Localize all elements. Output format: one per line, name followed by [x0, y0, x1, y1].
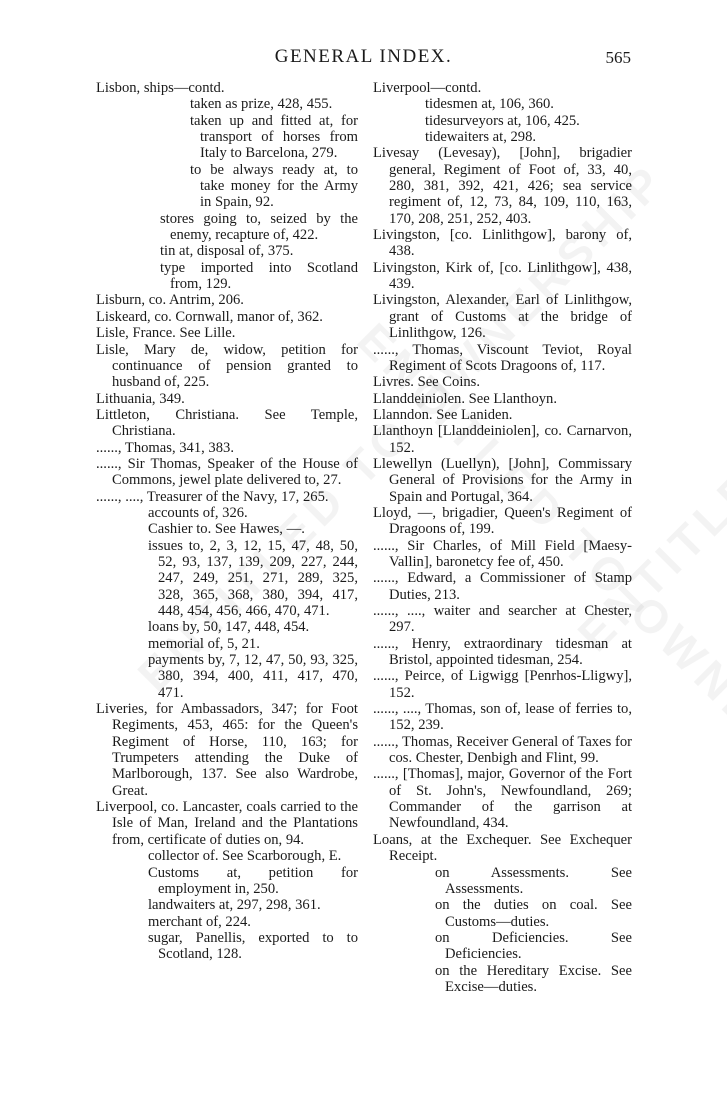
page-title: GENERAL INDEX. — [274, 46, 453, 67]
index-entry: ......, Peirce, of Ligwigg [Penrhos-Lligwy], 152. — [373, 668, 632, 701]
index-entry: loans by, 50, 147, 448, 454. — [148, 619, 310, 636]
index-entry: Customs at, petition for employment in, 250. — [148, 864, 358, 897]
index-entry: accounts of, 326. — [148, 504, 248, 521]
index-entry: Livesay (Levesay), [John], brigadier general, Regiment of Foot of, 33, 40, 280, 381, 392, 421, 426; sea service regiment of, 12, 73, 84, 109, 110, 163, 170, 208, 251, 252, 403. — [373, 145, 632, 227]
index-entry: ......, Edward, a Commissioner of Stamp Duties, 213. — [373, 570, 632, 603]
index-entry: payments by, 7, 12, 47, 50, 93, 325, 380, 394, 400, 411, 417, 470, 471. — [148, 652, 358, 701]
left-column — [96, 80, 358, 963]
index-entry: ......, [Thomas], major, Governor of the Fort of St. John's, Newfoundland, 269; Commander of the garrison at Newfoundland, 434. — [373, 766, 632, 832]
index-entry: Liverpool—contd. — [373, 80, 482, 96]
index-entry: Llewellyn (Luellyn), [John], Commissary General of Provisions for the Army in Spain and Portugal, 364. — [373, 455, 632, 505]
index-entry: issues to, 2, 3, 12, 15, 47, 48, 50, 52, 93, 137, 139, 209, 227, 244, 247, 249, 251, 271, 289, 325, 328, 365, 368, 380, 394, 417, 448, 454, 456, 466, 470, 471. — [148, 537, 358, 619]
index-entry: Lisburn, co. Antrim, 206. — [96, 292, 244, 309]
page-number: 565 — [605, 48, 631, 67]
index-entry: Littleton, Christiana. See Temple, Christiana. — [96, 406, 358, 440]
index-entry: on Deficiencies. See Deficiencies. — [435, 929, 632, 963]
index-entry: merchant of, 224. — [148, 913, 251, 930]
index-entry: memorial of, 5, 21. — [148, 635, 260, 652]
index-entry: ......, Sir Thomas, Speaker of the House of Commons, jewel plate delivered to, 27. — [96, 455, 358, 489]
index-entry: on Assessments. See Assessments. — [435, 864, 632, 897]
index-entry: tin at, disposal of, 375. — [160, 243, 294, 260]
index-entry: Lisle, Mary de, widow, petition for continuance of pension granted to husband of, 225. — [96, 341, 358, 391]
index-entry: Loans, at the Exchequer. See Exchequer Receipt. — [373, 831, 632, 865]
index-entry: Lithuania, 349. — [96, 390, 185, 407]
index-entry: ......, ...., Treasurer of the Navy, 17, 265. — [96, 488, 329, 505]
index-entry: ......, Henry, extraordinary tidesman at Bristol, appointed tidesman, 254. — [373, 635, 632, 669]
index-entry: Llanddeiniolen. See Llanthoyn. — [373, 390, 557, 407]
index-entry: tidesurveyors at, 106, 425. — [425, 112, 580, 129]
index-entry: Lloyd, —, brigadier, Queen's Regiment of Dragoons of, 199. — [373, 504, 632, 538]
index-entry: Livingston, Kirk of, [co. Linlithgow], 438, 439. — [373, 259, 632, 293]
index-entry: on the duties on coal. See Customs—duties. — [435, 897, 632, 930]
index-entry: Llanndon. See Laniden. — [373, 406, 513, 423]
index-entry: to be always ready at, to take money for the Army in Spain, 92. — [190, 161, 358, 211]
index-entry: Cashier to. See Hawes, —. — [148, 521, 305, 538]
index-entry: ......, Thomas, 341, 383. — [96, 439, 234, 456]
index-entry: ......, ...., waiter and searcher at Chester, 297. — [373, 603, 632, 636]
index-entry: sugar, Panellis, exported to to Scotland, 128. — [148, 929, 358, 963]
index-entry: Livres. See Coins. — [373, 374, 481, 391]
index-entry: Livingston, [co. Linlithgow], barony of, 438. — [373, 227, 632, 260]
right-column — [373, 80, 632, 995]
page-header — [0, 46, 727, 76]
index-entry: Livingston, Alexander, Earl of Linlithgow, grant of Customs at the bridge of Linlithgow, 126. — [373, 292, 632, 342]
index-entry: ......, ...., Thomas, son of, lease of ferries to, 152, 239. — [373, 701, 632, 734]
index-entry: Liveries, for Ambassadors, 347; for Foot Regiments, 453, 465: for the Queen's Regiment of Horse, 110, 163; for Trumpeters attending the Duke of Marlborough, 137. See also Wardrobe, Great. — [96, 701, 358, 799]
index-entry: taken up and fitted at, for transport of horses from Italy to Barcelona, 279. — [190, 112, 358, 162]
index-entry: type imported into Scotland from, 129. — [160, 259, 358, 293]
index-entry: taken as prize, 428, 455. — [190, 96, 333, 113]
index-entry: Lisbon, ships—contd. — [96, 80, 225, 96]
index-entry: Lisle, France. See Lille. — [96, 325, 236, 342]
index-entry: Llanthoyn [Llanddeiniolen], co. Carnarvon, 152. — [373, 423, 632, 456]
index-entry: Liskeard, co. Cornwall, manor of, 362. — [96, 308, 323, 325]
index-entry: Liverpool, co. Lancaster, coals carried to the Isle of Man, Ireland and the Plantations from, certificate of duties on, 94. — [96, 799, 358, 848]
index-entry: ......, Sir Charles, of Mill Field [Maesy-Vallin], baronetcy fee of, 450. — [373, 537, 632, 570]
index-entry: stores going to, seized by the enemy, recapture of, 422. — [160, 210, 358, 244]
index-entry: on the Hereditary Excise. See Excise—duties. — [435, 962, 632, 995]
index-entry: ......, Thomas, Receiver General of Taxes for cos. Chester, Denbigh and Flint, 99. — [373, 733, 632, 767]
index-entry: collector of. See Scarborough, E. — [148, 848, 342, 865]
index-entry: landwaiters at, 297, 298, 361. — [148, 897, 321, 914]
index-entry: tidewaiters at, 298. — [425, 129, 537, 146]
index-entry: ......, Thomas, Viscount Teviot, Royal Regiment of Scots Dragoons of, 117. — [373, 341, 632, 374]
index-entry: tidesmen at, 106, 360. — [425, 96, 554, 113]
